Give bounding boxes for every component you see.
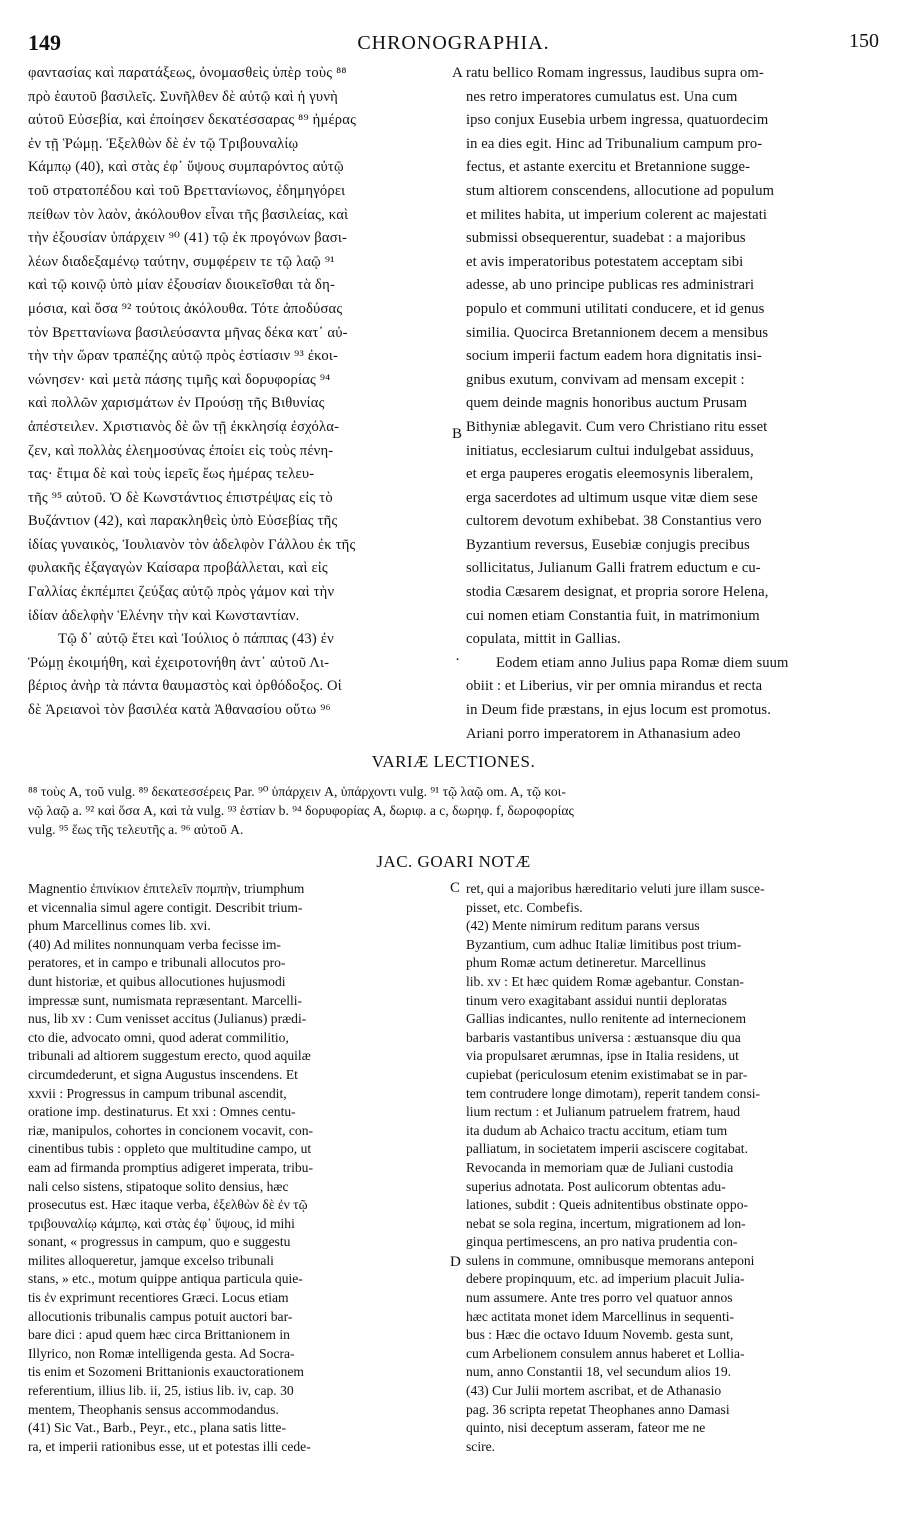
- latin-text-line: gnibus exutum, convivam ad mensam excepit :: [466, 371, 745, 388]
- margin-letter-d: D: [450, 1254, 461, 1270]
- variant-reading-line: vulg. ⁹⁵ ἕως τῆς τελευτῆς a. ⁹⁶ αὐτοῦ A.: [28, 822, 244, 837]
- note-line: quinto, nisi deceptum asseram, fateor me ne: [466, 1420, 706, 1436]
- note-line: nebat se sola regina, incertum, migrationem ad lon-: [466, 1215, 746, 1231]
- greek-text-line: τῆς ⁹⁵ αὐτοῦ. Ὁ δὲ Κωνστάντιος ἐπιστρέψας εἰς τὸ: [28, 489, 333, 506]
- greek-text-line: Βυζάντιον (42), καὶ παρακληθεὶς ὑπὸ Εὐσεβίας τῆς: [28, 513, 338, 530]
- note-line: xxvii : Progressus in campum tribunal ascendit,: [28, 1085, 287, 1101]
- variant-reading-line: ⁸⁸ τοὺς A, τοῦ vulg. ⁸⁹ δεκατεσσέρεις Par. ⁹⁰ ὑπάρχειν A, ὑπάρχοντι vulg. ⁹¹ τῷ λαῷ om. A, τῷ κοι-: [28, 784, 566, 799]
- greek-text-line: τοῦ στρατοπέδου καὶ τοῦ Βρεττανίωνος, ἐδημηγόρει: [28, 182, 346, 199]
- latin-text-line: erga sacerdotes ad ultimum usque vitæ diem sese: [466, 489, 758, 506]
- note-line: (41) Sic Vat., Barb., Peyr., etc., plana satis litte-: [28, 1420, 286, 1436]
- note-line: referentium, illius lib. ii, 25, istius lib. iv, cap. 30: [28, 1383, 294, 1399]
- latin-text-line: obiit : et Liberius, vir per omnia mirandus et recta: [466, 678, 763, 695]
- note-line: peratores, et in campo e tribunali allocutos pro-: [28, 955, 286, 971]
- note-line: bus : Hæc die octavo Iduum Novemb. gesta sunt,: [466, 1327, 734, 1343]
- latin-text-line: in ea dies egit. Hinc ad Tribunalium campum pro-: [466, 135, 763, 152]
- greek-text-line: Ῥώμῃ ἐκοιμήθη, καὶ ἐχειροτονήθη ἀντ᾽ αὐτοῦ Λι-: [28, 654, 330, 671]
- note-line: Magnentio ἐπινίκιον ἐπιτελεῖν πομπὴν, triumphum: [28, 881, 305, 896]
- latin-text-line: Eodem etiam anno Julius papa Romæ diem suum: [496, 654, 789, 671]
- latin-text-line: quem deinde magnis honoribus auctum Prusam: [466, 395, 748, 412]
- note-line: et vicennalia simul agere contigit. Describit trium-: [28, 899, 303, 915]
- greek-text-line: βέριος ἀνὴρ τὰ πάντα θαυμαστὸς καὶ ὀρθόδοξος. Οἱ: [28, 678, 342, 695]
- note-line: sonant, « progressus in campum, quo e suggestu: [28, 1234, 291, 1250]
- greek-text-line: τὸν Βρεττανίωνα βασιλεύσαντα μῆνας δέκα κατ᾽ αὐ-: [28, 324, 348, 341]
- greek-text-column: [28, 62, 452, 723]
- latin-text-line: stum altiorem conscendens, allocutione ad populum: [466, 182, 775, 199]
- note-line: stans, » etc., motum quippe antiqua particula quie-: [28, 1271, 303, 1287]
- margin-letter-b: B: [452, 426, 463, 442]
- note-line: lium rectum : et Julianum patruelem fratrem, haud: [466, 1104, 741, 1120]
- latin-text-line: initiatus, ecclesiarum cultui indulgebat assiduus,: [466, 442, 754, 459]
- note-line: τριβουναλίῳ κάμπῳ, καὶ στὰς ἐφ᾽ ὕψους, id mihi: [28, 1215, 295, 1231]
- note-line: Gallias indicantes, nullo renitente ad internecionem: [466, 1011, 747, 1027]
- notes-title: JAC. GOARI NOTÆ: [376, 852, 531, 871]
- greek-text-line: τας· ἔτιμα δὲ καὶ τοὺς ἱερεῖς ἕως ἡμέρας τελευ-: [28, 466, 315, 483]
- latin-text-line: stodia Cæsarem designat, et propria sorore Helena,: [466, 584, 769, 601]
- latin-text-line: populo et communi utilitati conducere, et id genus: [466, 300, 765, 317]
- note-line: cinentibus tubis : oppleto que multitudine campo, ut: [28, 1141, 312, 1157]
- note-line: barbaris vastantibus universa : æstuansque diu qua: [466, 1029, 741, 1045]
- note-line: cum Arbelionem consulem annus haberet et Lollia-: [466, 1345, 745, 1361]
- margin-letter-c: C: [450, 880, 461, 896]
- note-line: circumdederunt, et signa Augustus inscendens. Et: [28, 1066, 298, 1082]
- note-line: Revocanda in memoriam quæ de Juliani custodia: [466, 1159, 734, 1175]
- note-line: milites alloqueretur, jamque excelso tribunali: [28, 1252, 274, 1268]
- latin-text-line: copulata, mittit in Gallias.: [466, 631, 621, 648]
- greek-text-line: Τῷ δ᾽ αὐτῷ ἔτει καὶ Ἰούλιος ὁ πάππας (43) ἐν: [58, 631, 334, 648]
- latin-text-line: socium imperii factum eadem hora dignitatis insi-: [466, 348, 762, 365]
- greek-text-line: καὶ τῷ κοινῷ ὑπὸ μίαν ἐξουσίαν διοικεῖσθαι τὰ δη-: [28, 277, 335, 294]
- latin-text-line: et erga pauperes erogatis eleemosynis liberalem,: [466, 466, 754, 483]
- note-line: prosecutus est. Hæc itaque verba, ἐξελθὼν δὲ ἐν τῷ: [28, 1197, 308, 1213]
- greek-text-line: φυλακῆς ἐξαγαγὼν Καίσαρα προβάλλεται, καὶ εἰς: [28, 560, 328, 577]
- note-line: Byzantium, cum adhuc Italiæ limitibus post trium-: [466, 936, 742, 952]
- note-line: tis enim et Sozomeni Brittanionis exauctorationem: [28, 1364, 304, 1380]
- variae-lectiones: [28, 782, 878, 839]
- note-line: scire.: [466, 1438, 496, 1454]
- note-line: pag. 36 scripta repetat Theophanes anno Damasi: [466, 1401, 730, 1417]
- notes-right-column: [466, 880, 882, 1456]
- latin-text-line: et milites habita, ut imperium colerent ac majestati: [466, 206, 768, 223]
- note-line: ra, et imperii rationibus esse, ut et potestas illi cede-: [28, 1438, 311, 1454]
- note-line: lib. xv : Et hæc quidem Romæ agebantur. Constan-: [466, 973, 744, 989]
- greek-text-line: πείθων τὸν λαὸν, ἀκόλουθον εἶναι τῆς βασιλείας, καὶ: [28, 206, 349, 223]
- page-number-left: 149: [28, 30, 61, 55]
- latin-text-line: ipso conjux Eusebia urbem ingressa, quatuordecim: [466, 112, 769, 129]
- note-line: bare dici : apud quem hæc circa Brittanionem in: [28, 1327, 290, 1343]
- note-line: riæ, manipulos, cohortes in concionem vocavit, con-: [28, 1122, 314, 1138]
- note-line: palliatum, in societatem imperii asciscere cogitabat.: [466, 1141, 748, 1157]
- note-line: num assumere. Ante tres porro vel quatuor annos: [466, 1290, 733, 1306]
- latin-text-line: sollicitatus, Julianum Galli fratrem eductum e cu-: [466, 560, 761, 577]
- greek-text-line: Κάμπῳ (40), καὶ στὰς ἐφ᾽ ὕψους συμπαρόντος αὐτῷ: [28, 159, 344, 176]
- latin-text-line: in Deum fide præstans, in ejus locum est promotus.: [466, 702, 771, 719]
- greek-text-line: φαντασίας καὶ παρατάξεως, ὀνομασθεὶς ὑπὲρ τοὺς ⁸⁸: [28, 65, 347, 81]
- greek-text-line: καὶ πολλῶν χαρισμάτων ἐν Προύσῃ τῆς Βιθυνίας: [28, 395, 325, 412]
- note-line: eam ad firmanda promptius adigeret imperata, tribu-: [28, 1159, 313, 1175]
- note-line: hæc actitata monet idem Marcellinus in sequenti-: [466, 1308, 735, 1324]
- note-line: num, anno Constantii 18, vel secundum alios 19.: [466, 1364, 732, 1380]
- latin-text-line: fectus, et astante exercitu et Bretannione sugge-: [466, 159, 751, 176]
- note-line: cto die, advocato omni, quod aderat commilitio,: [28, 1029, 289, 1045]
- note-line: Illyrico, non Romæ intelligenda gesta. Ad Socra-: [28, 1345, 295, 1361]
- note-line: sulens in commune, omnibusque memorans anteponi: [466, 1252, 755, 1268]
- latin-text-line: cultorem devotum exhibebat. 38 Constantius vero: [466, 513, 762, 530]
- greek-text-line: ἐν τῇ Ῥώμῃ. Ἐξελθὼν δὲ ἐν τῷ Τριβουναλίῳ: [28, 135, 299, 152]
- note-line: ginqua pertimescens, an pro nativa prudentia con-: [466, 1234, 738, 1250]
- variae-lectiones-title: VARIÆ LECTIONES.: [371, 752, 536, 771]
- greek-text-line: αὐτοῦ Εὐσεβία, καὶ ἐποίησεν δεκατέσσαρας ⁸⁹ ἡμέρας: [28, 112, 357, 129]
- page-number-right: 150: [849, 30, 879, 52]
- latin-text-line: et avis imperatoribus potestatem acceptam sibi: [466, 253, 744, 270]
- note-line: (40) Ad milites nonnunquam verba fecisse im-: [28, 936, 281, 952]
- note-line: tem contrudere longe dimotam), reperit tandem consi-: [466, 1085, 761, 1101]
- latin-text-line: adesse, ab uno principe publicas res administrari: [466, 277, 755, 294]
- notes-left-column: [28, 880, 443, 1456]
- note-line: phum Romæ actum detineretur. Marcellinus: [466, 955, 706, 971]
- greek-text-line: ἰδίαν ἀδελφὴν Ἑλένην τὴν καὶ Κωνσταντίαν.: [28, 607, 300, 624]
- greek-text-line: λέων διαδεξαμένῳ ταύτην, συμφέρειν τε τῷ λαῷ ⁹¹: [28, 253, 335, 270]
- greek-text-line: δὲ Ἀρειανοὶ τὸν βασιλέα κατὰ Ἀθανασίου οὕτω ⁹⁶: [28, 702, 331, 719]
- note-line: tis ἐν exprimunt recentiores Græci. Locus etiam: [28, 1290, 289, 1306]
- note-line: nus, lib xv : Cum venisset accitus (Julianus) prædi-: [28, 1011, 307, 1027]
- note-line: pisset, etc. Combefis.: [466, 899, 583, 915]
- note-line: oratione imp. destinaturus. Et xxi : Omnes centu-: [28, 1104, 296, 1120]
- latin-text-line: Byzantium reversus, Eusebiæ conjugis precibus: [466, 536, 750, 553]
- latin-text-line: Ariani porro imperatorem in Athanasium adeo: [466, 725, 741, 742]
- page-header: [28, 30, 879, 58]
- greek-text-line: Γαλλίας ἐκπέμπει ζεύξας αὐτῷ πρὸς γάμον καὶ τὴν: [28, 584, 335, 601]
- note-line: allocutionis tribunalis campus potuit auctori bar-: [28, 1308, 293, 1324]
- latin-text-line: ratu bellico Romam ingressus, laudibus supra om-: [466, 65, 764, 81]
- margin-letter-a: A: [452, 65, 463, 81]
- greek-text-line: νώνησεν· καὶ μετὰ πάσης τιμῆς καὶ δορυφορίας ⁹⁴: [28, 371, 331, 388]
- note-line: lationes, subdit : Queis adnitentibus obstinate oppo-: [466, 1197, 749, 1213]
- variant-reading-line: νῷ λαῷ a. ⁹² καὶ ὅσα A, καὶ τὰ vulg. ⁹³ ἑστίαν b. ⁹⁴ δορυφορίας A, δωριφ. a c, δωρηφ. f, δωροφορίας: [28, 803, 574, 818]
- note-line: tinum vero exagitabant assidui nuntii deploratas: [466, 992, 727, 1008]
- note-line: via propulsaret ærumnas, ipse in Italia residens, ut: [466, 1048, 739, 1064]
- greek-text-line: ἀπέστειλεν. Χριστιανὸς δὲ ὢν τῇ ἐκκλησίᾳ ἐσχόλα-: [28, 418, 340, 435]
- note-line: superius adnotata. Post aulicorum obtentas adu-: [466, 1178, 726, 1194]
- running-title: CHRONOGRAPHIA.: [357, 32, 550, 54]
- note-line: (43) Cur Julii mortem ascribat, et de Athanasio: [466, 1383, 722, 1399]
- latin-text-line: nes retro imperatores cumulatus est. Una cum: [466, 88, 738, 105]
- latin-text-line: similia. Quocirca Bretannionem decem a mensibus: [466, 324, 769, 341]
- note-line: debere propinquum, etc. ad imperium placuit Julia-: [466, 1271, 745, 1287]
- note-line: impressæ sunt, numismata repræsentant. Marcelli-: [28, 992, 303, 1008]
- note-line: phum Marcellinus comes lib. xvi.: [28, 918, 211, 934]
- note-line: ret, qui a majoribus hæreditario veluti jure illam susce-: [466, 881, 765, 896]
- note-line: ita dudum ab Achaico tractu accitum, etiam tum: [466, 1122, 728, 1138]
- greek-text-line: τὴν ἐξουσίαν ὑπάρχειν ⁹⁰ (41) τῷ ἐκ προγόνων βασι-: [28, 230, 348, 247]
- greek-text-line: ζεν, καὶ πολλὰς ἐλεημοσύνας ἐποίει εἰς τοὺς πένη-: [28, 442, 334, 459]
- note-line: mentem, Theophanis sensus accommodandus.: [28, 1401, 279, 1417]
- latin-text-column: [466, 62, 882, 746]
- latin-text-line: Bithyniæ ablegavit. Cum vero Christiano ritu esset: [466, 418, 768, 435]
- latin-text-line: submissi obsequerentur, suadebat : a majoribus: [466, 230, 746, 247]
- note-line: cupiebat (periculosum etenim existimabat se in par-: [466, 1066, 748, 1082]
- greek-text-line: ἰδίας γυναικὸς, Ἰουλιανὸν τὸν ἀδελφὸν Γάλλου ἐκ τῆς: [28, 536, 356, 553]
- note-line: (42) Mente nimirum reditum parans versus: [466, 918, 700, 934]
- latin-text-line: cui nomen etiam Constantia fuit, in matrimonium: [466, 607, 760, 624]
- greek-text-line: τὴν τὴν ὥραν τραπέζης αὐτῷ πρὸς ἑστίασιν ⁹³ ἐκοι-: [28, 348, 339, 365]
- margin-dot: ·: [455, 652, 460, 668]
- note-line: tribunali ad altiorem suggestum erecto, quod aquilæ: [28, 1048, 311, 1064]
- note-line: nali celso sistens, stipatoque solito densius, hæc: [28, 1178, 289, 1194]
- greek-text-line: μόσια, καὶ ὅσα ⁹² τούτοις ἀκόλουθα. Τότε ἀποδύσας: [28, 300, 343, 317]
- note-line: dunt historiæ, et quibus allocutiones hujusmodi: [28, 973, 286, 989]
- greek-text-line: πρὸ ἑαυτοῦ βασιλεῖς. Συνῆλθεν δὲ αὐτῷ καὶ ἡ γυνὴ: [28, 88, 338, 105]
